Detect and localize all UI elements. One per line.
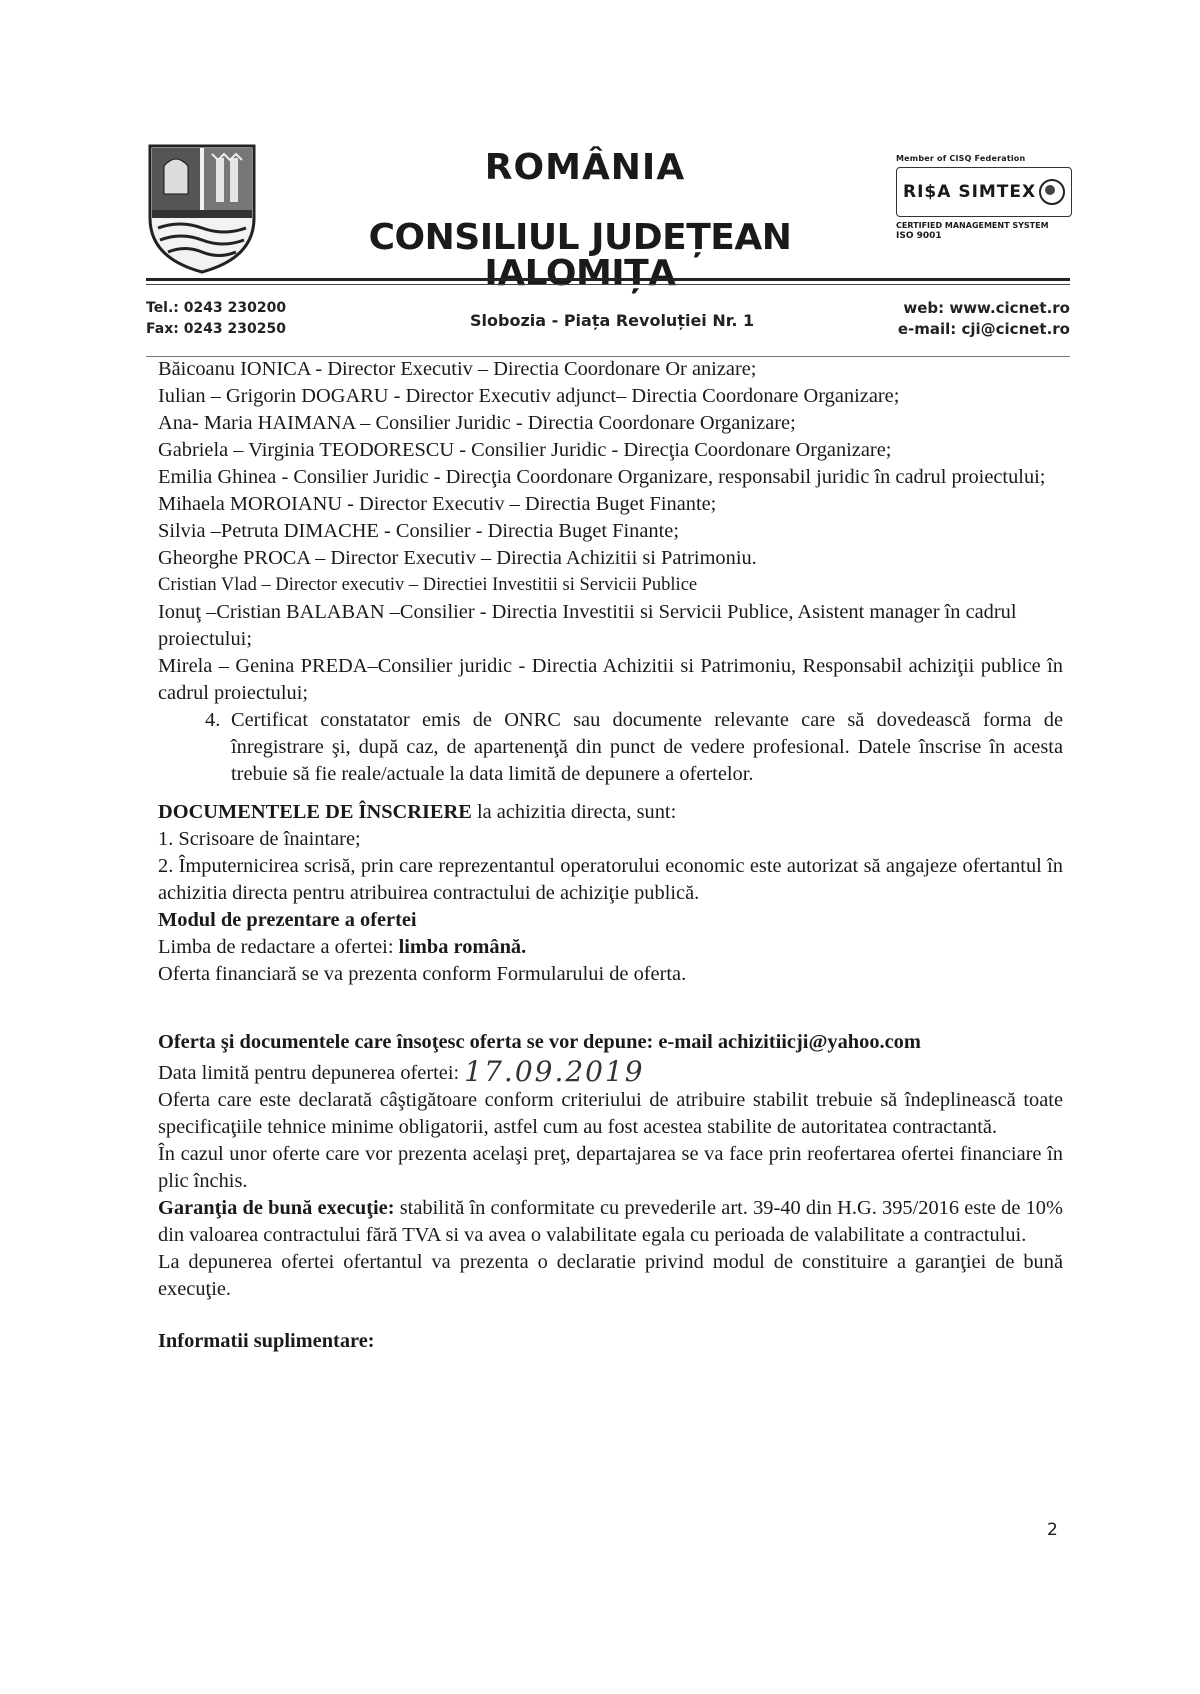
guarantee-paragraph <box>158 1195 1063 1249</box>
submission-line <box>158 1029 1063 1056</box>
language-value: limba română. <box>398 936 527 958</box>
member-line: Iulian – Grigorin DOGARU - Director Executiv adjunct– Directia Coordonare Organizare; <box>158 385 900 407</box>
fax-number: Fax: 0243 230250 <box>146 321 286 337</box>
submission-line-text: Oferta şi documentele care însoţesc oferta se vor depune: e-mail achizitiicji@yahoo.com <box>158 1031 921 1053</box>
member-line: Gabriela – Virginia TEODORESCU - Consilier Juridic - Direcţia Coordonare Organizare; <box>158 439 892 461</box>
extra-info-heading-text: Informatii suplimentare: <box>158 1330 375 1352</box>
phone-number: Tel.: 0243 230200 <box>146 300 287 316</box>
guarantee-text: stabilită în conformitate cu prevederile art. 39-40 din H.G. 395/2016 este de 10% din valoarea contractului fără TVA si va avea o valabilitate egala cu perioada de valabilitate a contractului. <box>158 1197 1063 1246</box>
cert-seal-icon <box>1039 179 1065 205</box>
financial-offer-line: Oferta financiară se va prezenta conform Formularului de oferta. <box>158 963 687 985</box>
documents-heading-rest: la achizitia directa, sunt: <box>471 801 677 823</box>
web-block <box>898 298 1070 340</box>
cert-system-text: CERTIFIED MANAGEMENT SYSTEM <box>896 221 1049 230</box>
county-coat-of-arms-icon <box>146 140 258 275</box>
country-heading: ROMÂNIA <box>484 147 686 188</box>
cert-iso-text: ISO 9001 <box>896 230 942 241</box>
phone-block <box>146 298 286 340</box>
header-divider-thin <box>146 284 1070 285</box>
guarantee-label: Garanţia de bună execuţie: <box>158 1197 395 1219</box>
presentation-heading-text: Modul de prezentare a ofertei <box>158 909 417 931</box>
institution-title <box>280 147 880 294</box>
winning-offer-text: Oferta care este declarată câştigătoare conform criteriului de atribuire stabilit trebuie să îndeplinească toate specificaţiile tehnice minime obligatorii, astfel cum au fost acestea stabilite de autoritatea contractantă. <box>158 1089 1063 1138</box>
guarantee-declaration: La depunerea ofertei ofertantul va prezenta o declaratie privind modul de constituire a garanţiei de bună execuţie. <box>158 1251 1063 1300</box>
documents-heading <box>158 799 1063 826</box>
member-line: Ionuţ –Cristian BALABAN –Consilier - Directia Investitii si Servicii Publice, Asistent manager în cadrul proiectului; <box>158 601 1017 650</box>
extra-info-heading <box>158 1328 1063 1355</box>
cert-logo-text: RI$A SIMTEX <box>903 182 1037 202</box>
header-divider-thick <box>146 278 1070 281</box>
list-item-number: 4. <box>205 709 221 731</box>
address: Slobozia - Piața Revoluției Nr. 1 <box>470 311 755 330</box>
language-line <box>158 934 1063 961</box>
language-label: Limba de redactare a ofertei: <box>158 936 399 958</box>
page-number: 2 <box>1047 1520 1058 1540</box>
member-line: Silvia –Petruta DIMACHE - Consilier - Directia Buget Finante; <box>158 520 680 542</box>
deadline-line <box>158 1056 1063 1087</box>
deadline-label: Data limită pentru depunerea ofertei: <box>158 1062 465 1084</box>
cert-logo-box <box>896 167 1072 217</box>
document-body <box>158 356 1063 1355</box>
member-line: Emilia Ghinea - Consilier Juridic - Direcţia Coordonare Organizare, responsabil juridic în cadrul proiectului; <box>158 466 1046 488</box>
website: web: www.cicnet.ro <box>903 299 1070 317</box>
handwritten-deadline: 17.09.2019 <box>464 1055 645 1088</box>
member-line: Ana- Maria HAIMANA – Consilier Juridic - Directia Coordonare Organizare; <box>158 412 796 434</box>
member-line: Gheorghe PROCA – Director Executiv – Directia Achizitii si Patrimoniu. <box>158 547 757 569</box>
certification-badge <box>896 154 1072 266</box>
documents-heading-bold: DOCUMENTELE DE ÎNSCRIERE <box>158 801 472 823</box>
cert-member-text: Member of CISQ Federation <box>896 154 1026 163</box>
member-line: Mirela – Genina PREDA–Consilier juridic - Directia Achizitii si Patrimoniu, Responsabil achiziţii publice în cadrul proiectului; <box>158 655 1063 704</box>
documents-item-2: 2. Împuternicirea scrisă, prin care reprezentantul operatorului economic este autorizat să angajeze ofertantul în achizitia directa pentru atribuirea contractului de achiziţie publică. <box>158 855 1063 904</box>
documents-item-1: 1. Scrisoare de înaintare; <box>158 828 361 850</box>
email-address: e-mail: cji@cicnet.ro <box>897 320 1070 338</box>
member-line: Cristian Vlad – Director executiv – Directiei Investitii si Servicii Publice <box>158 575 698 595</box>
list-item-4 <box>158 707 1063 788</box>
member-line: Băicoanu IONICA - Director Executiv – Directia Coordonare Or anizare; <box>158 358 757 380</box>
presentation-heading <box>158 907 1063 934</box>
member-line: Mihaela MOROIANU - Director Executiv – Directia Buget Finante; <box>158 493 717 515</box>
tie-break-text: În cazul unor oferte care vor prezenta acelaşi preţ, departajarea se va face prin reofertarea ofertei financiare în plic închis. <box>158 1143 1063 1192</box>
council-heading: CONSILIUL JUDEȚEAN IALOMIȚA <box>368 217 792 294</box>
list-item-text: Certificat constatator emis de ONRC sau documente relevante care să dovedească forma de înregistrare şi, după caz, de apartenenţă din punct de vedere profesional. Datele înscrise în acesta trebuie să fie reale/actuale la data limită de depunere a ofertelor. <box>231 709 1063 785</box>
